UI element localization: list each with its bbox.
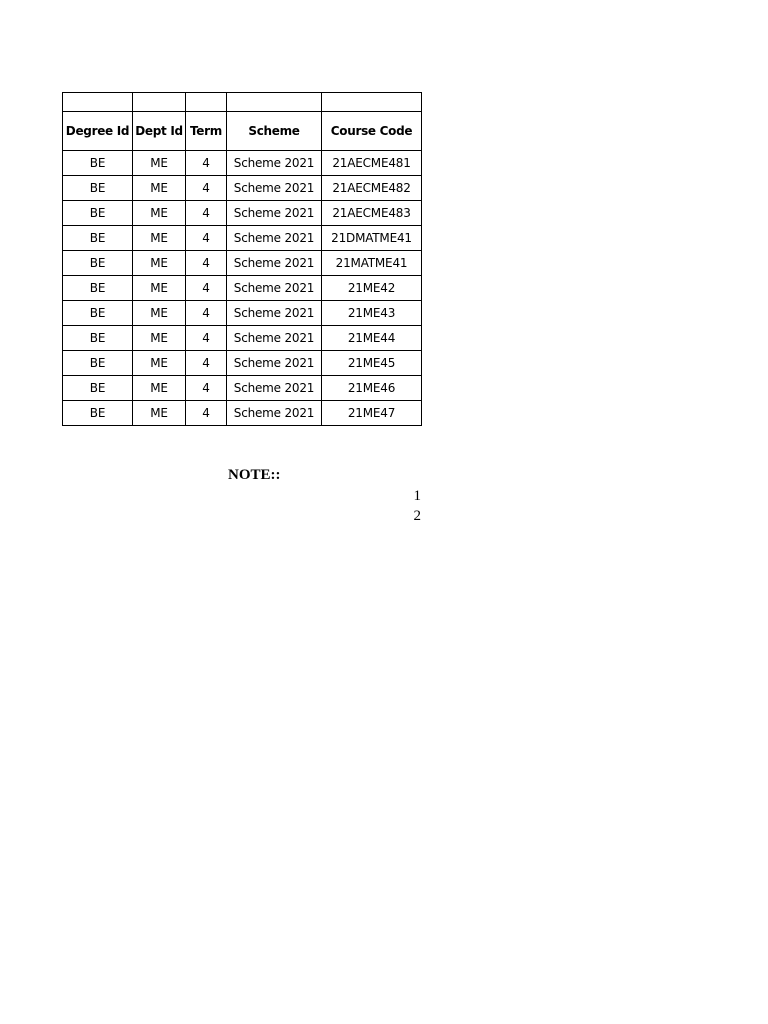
note-label: NOTE::	[228, 467, 281, 483]
course-code-cell: 21MATME41	[322, 251, 422, 276]
scheme-cell: Scheme 2021	[227, 276, 322, 301]
scheme-cell: Scheme 2021	[227, 176, 322, 201]
header-scheme: Scheme	[227, 112, 322, 151]
course-table	[62, 92, 422, 426]
dept-id-cell: ME	[133, 276, 186, 301]
degree-id-cell: BE	[63, 401, 133, 426]
course-code-cell: 21ME43	[322, 301, 422, 326]
term-cell: 4	[186, 176, 227, 201]
scheme-cell: Scheme 2021	[227, 251, 322, 276]
table-row	[63, 326, 422, 351]
table-row	[63, 201, 422, 226]
table-header-row	[63, 112, 422, 151]
degree-id-cell: BE	[63, 351, 133, 376]
term-cell: 4	[186, 326, 227, 351]
note-item-1: 1	[413, 488, 421, 504]
dept-id-cell: ME	[133, 201, 186, 226]
table-row	[63, 251, 422, 276]
course-code-cell: 21ME42	[322, 276, 422, 301]
dept-id-cell: ME	[133, 251, 186, 276]
dept-id-cell: ME	[133, 151, 186, 176]
degree-id-cell: BE	[63, 176, 133, 201]
degree-id-cell: BE	[63, 276, 133, 301]
degree-id-cell: BE	[63, 251, 133, 276]
dept-id-cell: ME	[133, 176, 186, 201]
term-cell: 4	[186, 151, 227, 176]
scheme-cell: Scheme 2021	[227, 301, 322, 326]
term-cell: 4	[186, 376, 227, 401]
term-cell: 4	[186, 401, 227, 426]
dept-id-cell: ME	[133, 401, 186, 426]
course-code-cell: 21ME44	[322, 326, 422, 351]
table-row	[63, 351, 422, 376]
scheme-cell: Scheme 2021	[227, 376, 322, 401]
course-code-cell: 21AECME483	[322, 201, 422, 226]
dept-id-cell: ME	[133, 226, 186, 251]
degree-id-cell: BE	[63, 201, 133, 226]
degree-id-cell: BE	[63, 151, 133, 176]
dept-id-cell: ME	[133, 326, 186, 351]
blank-cell	[186, 93, 227, 112]
table-row	[63, 226, 422, 251]
table-row	[63, 176, 422, 201]
degree-id-cell: BE	[63, 326, 133, 351]
term-cell: 4	[186, 351, 227, 376]
course-code-cell: 21DMATME41	[322, 226, 422, 251]
course-code-cell: 21ME45	[322, 351, 422, 376]
term-cell: 4	[186, 251, 227, 276]
term-cell: 4	[186, 276, 227, 301]
term-cell: 4	[186, 201, 227, 226]
table-row	[63, 301, 422, 326]
scheme-cell: Scheme 2021	[227, 201, 322, 226]
header-degree-id: Degree Id	[63, 112, 133, 151]
note-item-2: 2	[413, 508, 421, 524]
header-course-code: Course Code	[322, 112, 422, 151]
term-cell: 4	[186, 226, 227, 251]
blank-cell	[133, 93, 186, 112]
scheme-cell: Scheme 2021	[227, 226, 322, 251]
header-term: Term	[186, 112, 227, 151]
header-dept-id: Dept Id	[133, 112, 186, 151]
table-row	[63, 276, 422, 301]
course-code-cell: 21ME47	[322, 401, 422, 426]
table-row	[63, 376, 422, 401]
blank-cell	[322, 93, 422, 112]
blank-cell	[63, 93, 133, 112]
dept-id-cell: ME	[133, 301, 186, 326]
dept-id-cell: ME	[133, 351, 186, 376]
scheme-cell: Scheme 2021	[227, 326, 322, 351]
table-row	[63, 151, 422, 176]
degree-id-cell: BE	[63, 301, 133, 326]
dept-id-cell: ME	[133, 376, 186, 401]
table-row	[63, 401, 422, 426]
scheme-cell: Scheme 2021	[227, 151, 322, 176]
degree-id-cell: BE	[63, 226, 133, 251]
degree-id-cell: BE	[63, 376, 133, 401]
term-cell: 4	[186, 301, 227, 326]
blank-row	[63, 93, 422, 112]
course-code-cell: 21AECME482	[322, 176, 422, 201]
blank-cell	[227, 93, 322, 112]
scheme-cell: Scheme 2021	[227, 401, 322, 426]
course-code-cell: 21AECME481	[322, 151, 422, 176]
course-code-cell: 21ME46	[322, 376, 422, 401]
scheme-cell: Scheme 2021	[227, 351, 322, 376]
